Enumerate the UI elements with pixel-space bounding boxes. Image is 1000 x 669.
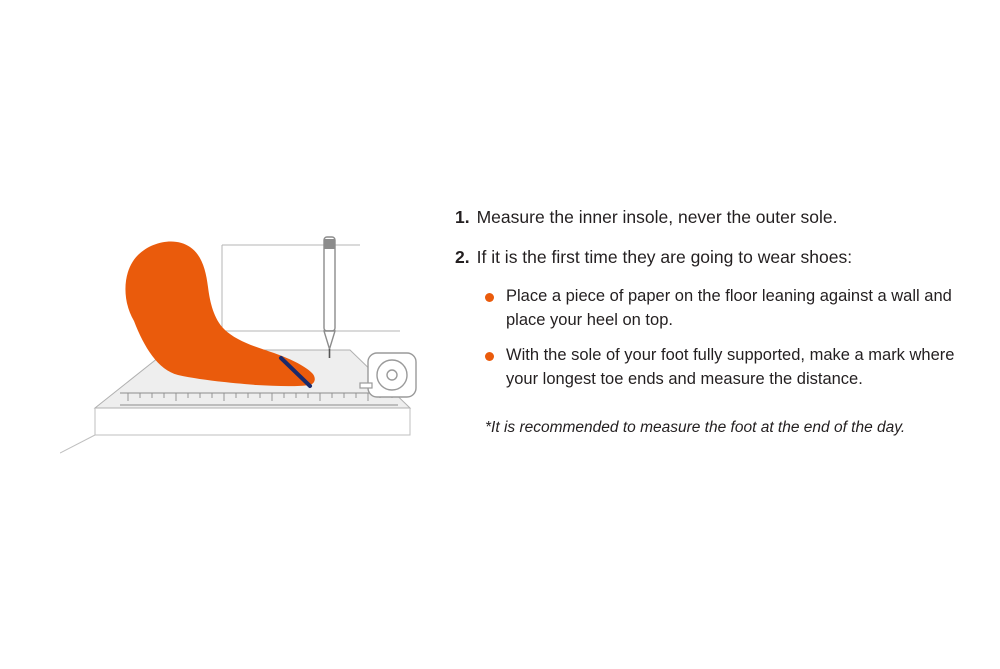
instruction-step-1: [455, 205, 955, 229]
step-2-text: If it is the first time they are going to wear shoes:: [476, 247, 853, 268]
step-1-text: Measure the inner insole, never the outer sole.: [476, 207, 838, 227]
pencil: [324, 237, 335, 358]
bullet-1-text: Place a piece of paper on the floor leaning against a wall and place your heel on top.: [506, 287, 952, 329]
step-1-number: 1.: [455, 207, 470, 227]
list-item: [485, 344, 955, 391]
bullet-2-text: With the sole of your foot fully supported, make a mark where your longest toe ends and measure the distance.: [506, 346, 955, 388]
instruction-bullet-list: [485, 285, 955, 391]
instructions-panel: [455, 205, 955, 439]
list-item: [485, 285, 955, 332]
step-2-number: 2.: [455, 247, 470, 268]
bullet-dot-icon: [485, 293, 494, 302]
footnote-text: *It is recommended to measure the foot at the end of the day.: [485, 418, 906, 436]
floor-plane: [60, 408, 410, 453]
tape-measure: [360, 353, 416, 397]
instruction-step-2: [455, 245, 955, 269]
foot-measurement-illustration: [60, 225, 460, 475]
bullet-dot-icon: [485, 352, 494, 361]
